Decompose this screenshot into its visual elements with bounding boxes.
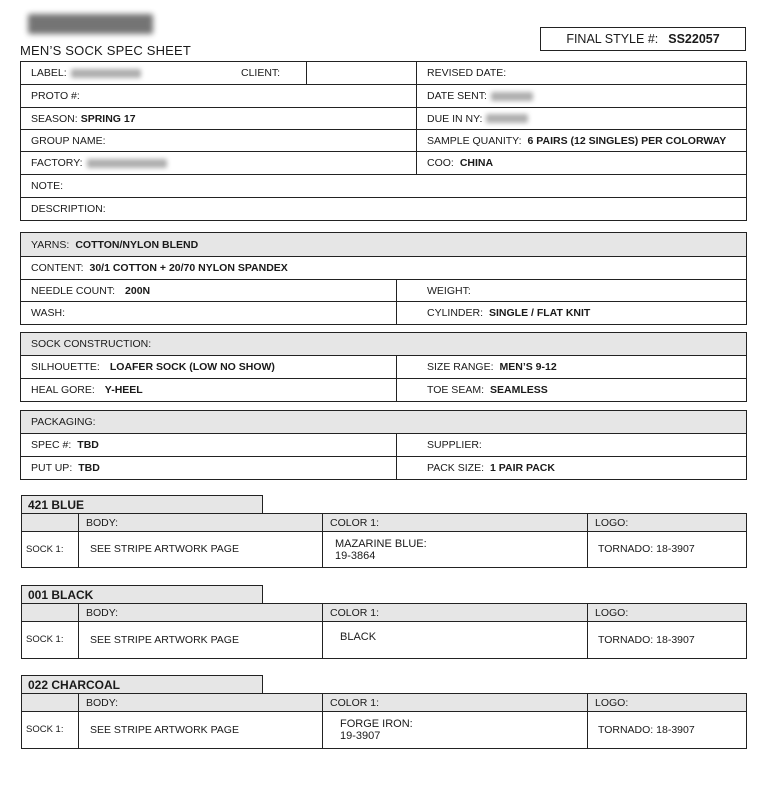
row-silhouette [21,356,746,379]
toe-seam-value: SEAMLESS [490,384,548,396]
spec-field: SPEC #: TBD [31,439,99,451]
colorway-title: 001 BLACK [21,585,263,603]
colorway-header-row [22,604,746,622]
note-label: NOTE: [31,180,64,192]
logo-value: TORNADO: 18-3907 [598,633,695,646]
row-packaging-header [21,411,746,434]
wash-label: WASH: [31,307,66,319]
colorway-header-row [22,514,746,532]
silhouette-field: SILHOUETTE: LOAFER SOCK (LOW NO SHOW) [31,361,275,373]
general-info-table [20,61,747,221]
logo-header: LOGO: [595,696,629,709]
colorway-header-row [22,694,746,712]
page-title: MEN’S SOCK SPEC SHEET [20,43,192,58]
body-header: BODY: [86,606,119,619]
row-factory [21,152,746,175]
proto-label: PROTO #: [31,90,80,102]
brand-logo-redacted [28,14,153,34]
sample-qty-value: 6 PAIRS (12 SINGLES) PER COLORWAY [527,134,727,147]
content-field: CONTENT: 30/1 COTTON + 20/70 NYLON SPANDEX [31,262,288,274]
row-spec [21,434,746,457]
factory-field: FACTORY: [21,152,416,174]
silhouette-value: LOAFER SOCK (LOW NO SHOW) [109,361,275,373]
final-style-box [540,27,746,51]
colorway-table [21,513,747,568]
color1-value: BLACK [340,631,377,643]
row-season [21,108,746,130]
body-header: BODY: [86,516,119,529]
label-field: LABEL: [21,62,241,84]
size-range-value: MEN’S 9-12 [499,361,557,373]
yarn-table [20,232,747,325]
heel-field: HEAL GORE: Y-HEEL [31,384,143,396]
construction-table [20,332,747,402]
construction-header: SOCK CONSTRUCTION: [31,338,152,350]
body-value: SEE STRIPE ARTWORK PAGE [90,633,239,646]
row-label [21,62,746,85]
color1-value: MAZARINE BLUE: 19-3864 [335,538,427,562]
revised-date-label: REVISED DATE: [416,62,746,84]
pack-size-value: 1 PAIR PACK [490,462,555,474]
coo-value: CHINA [459,157,494,169]
sock-label: SOCK 1: [26,724,64,735]
row-needle [21,280,746,302]
yarns-value: COTTON/NYLON BLEND [75,238,199,251]
color1-value: FORGE IRON: 19-3907 [340,718,413,742]
row-yarns [21,233,746,257]
putup-field: PUT UP: TBD [31,462,100,474]
packaging-table [20,410,747,480]
due-in-ny-field: DUE IN NY: [416,108,746,129]
season-field: SEASON: SPRING 17 [31,112,136,125]
weight-label: WEIGHT: [396,280,746,301]
colorway-title: 022 CHARCOAL [21,675,263,693]
body-value: SEE STRIPE ARTWORK PAGE [90,543,239,555]
final-style-value: SS22057 [668,32,720,46]
row-heel [21,379,746,401]
row-wash [21,302,746,324]
color1-header: COLOR 1: [330,516,380,529]
row-note [21,175,746,198]
packaging-header: PACKAGING: [31,416,96,428]
body-header: BODY: [86,696,119,709]
logo-header: LOGO: [595,606,629,619]
description-label: DESCRIPTION: [31,203,106,215]
logo-value: TORNADO: 18-3907 [598,543,695,555]
putup-value: TBD [78,462,100,474]
season-value: SPRING 17 [80,112,136,125]
yarns-field: YARNS: COTTON/NYLON BLEND [31,238,199,251]
group-name-label: GROUP NAME: [31,134,106,147]
logo-value: TORNADO: 18-3907 [598,723,695,736]
colorway-table [21,693,747,749]
heel-value: Y-HEEL [104,384,143,396]
coo-field: COO: CHINA [416,152,746,174]
pack-size-field: PACK SIZE: 1 PAIR PACK [396,457,746,479]
client-label: CLIENT: [241,67,281,79]
row-proto [21,85,746,108]
toe-seam-field: TOE SEAM: SEAMLESS [396,379,746,401]
row-content [21,257,746,280]
row-description [21,198,746,220]
cylinder-value: SINGLE / FLAT KNIT [489,307,591,319]
color1-header: COLOR 1: [330,696,380,709]
colorway-table [21,603,747,659]
needle-field: NEEDLE COUNT: 200N [31,284,151,297]
color1-header: COLOR 1: [330,606,380,619]
body-value: SEE STRIPE ARTWORK PAGE [90,723,239,736]
row-construction-header [21,333,746,356]
row-putup [21,457,746,479]
content-value: 30/1 COTTON + 20/70 NYLON SPANDEX [89,262,288,274]
cylinder-field: CYLINDER: SINGLE / FLAT KNIT [396,302,746,324]
sock-label: SOCK 1: [26,634,64,645]
needle-value: 200N [125,284,151,297]
colorway-title: 421 BLUE [21,495,263,513]
row-group [21,130,746,152]
date-sent-field: DATE SENT: [416,85,746,107]
final-style-label: FINAL STYLE #: [566,32,659,46]
logo-header: LOGO: [595,516,629,529]
client-value [306,62,416,84]
supplier-label: SUPPLIER: [396,434,746,456]
sock-label: SOCK 1: [26,543,64,555]
sample-qty-field: SAMPLE QUANITY: 6 PAIRS (12 SINGLES) PER COLORWAY [416,130,746,151]
size-range-field: SIZE RANGE: MEN’S 9-12 [396,356,746,378]
spec-value: TBD [77,439,99,451]
